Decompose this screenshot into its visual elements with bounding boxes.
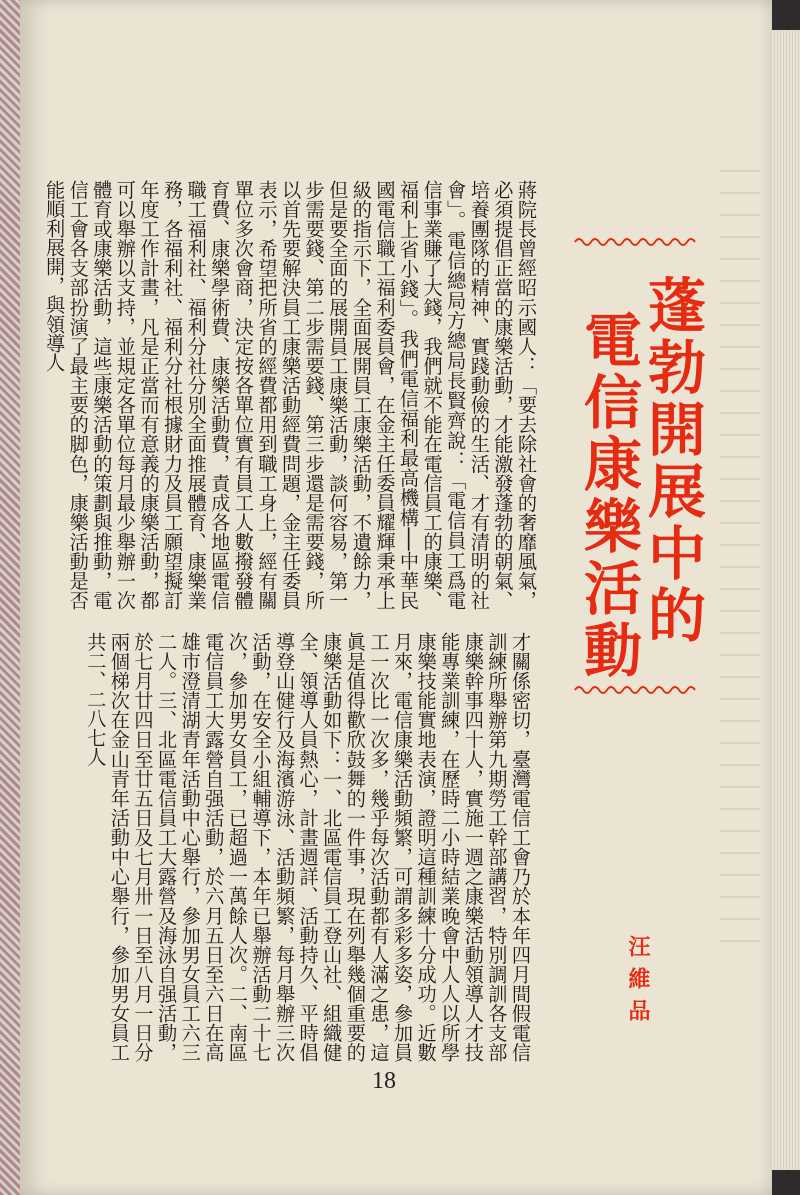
author-byline: 汪維品 bbox=[625, 935, 650, 1031]
title-ornament-top bbox=[575, 235, 700, 249]
title-line-1: 蓬勃開展中的 bbox=[638, 275, 706, 647]
show-through-text bbox=[720, 170, 760, 950]
body-paragraph-lower: 才關係密切，臺灣電信工會乃於本年四月間假電信訓練所舉辦第九期勞工幹部講習，特別調訓各支部康樂幹事四十人，實施一週之康樂活動領導人才技能專業訓練，在歷時二小時結業晚會中人人以所學康樂技能實地表演，證明這種訓練十分成功。近數月來，電信康樂活動頻繁，可謂多彩多姿，參加員工一次比一次多，幾乎每次活動都有人滿之患，這眞是值得歡欣鼓舞的一件事，現在列舉幾個重要的康樂活動如下：一、北區電信員工登山社、組織健全、領導人員熱心，計畫週詳、活動持久、平時倡導登山健行及海濱游泳、活動頻繁，每月舉辦三次活動，在安全小組輔導下，本年已舉辦活動二十七次，參加男女員工，已超過一萬餘人次。二、南區電信員工大露營自强活動，於六月五日至六日在高雄市澄清湖青年活動中心舉行，參加男女員工六三二人。三、北區電信員工大露營及海泳自强活動，於七月廿四日至廿五日及七月卅一日至八月一日分兩個梯次在金山青年活動中心舉行，參加男女員工共二、二八七人 bbox=[84, 632, 532, 1062]
title-line-2: 電信康樂活動 bbox=[574, 310, 642, 682]
article-title bbox=[574, 235, 706, 715]
page-number: 18 bbox=[372, 1068, 396, 1094]
title-ornament-bottom bbox=[575, 683, 700, 697]
body-paragraph-upper: 蔣院長曾經昭示國人：「要去除社會的奢靡風氣，必須提倡正當的康樂活動，才能激發蓬勃的朝氣、培養團隊的精神、實踐動儉的生活、才有清明的社會」。電信總局方總局長賢齊說：「電信員工爲電信事業賺了大錢，我們就不能在電信員工的康樂、福利上省小錢」。我們電信福利最高機構──中華民國電信職工福利委員會，在金主任委員耀輝秉承上級的指示下，全面展開員工康樂活動，不遺餘力，但是要全面的展開員工康樂活動，談何容易，第一步需要錢、第二步需要錢、第三步還是需要錢，所以首先要解決員工康樂活動經費問題，金主任委員表示，希望把所省的經費都用到職工身上，經有關單位多次會商，決定按各單位實有員工人數撥發體育費、康樂學術費、康樂活動費，責成各地區電信職工福利社、福利分社分別全面推展體育、康樂業務，各福利社、福利分社根據財力及員工願望擬訂年度工作計畫，凡是正當而有意義的康樂活動，都可以舉辦以支持，並規定各單位每月最少舉辦一次體育或康樂活動，這些康樂活動的策劃與推動，電信工會各支部扮演了最主要的脚色，康樂活動是否能順利展開，與領導人 bbox=[43, 180, 538, 610]
body-text-upper bbox=[43, 180, 538, 610]
body-text-lower bbox=[82, 632, 532, 1062]
